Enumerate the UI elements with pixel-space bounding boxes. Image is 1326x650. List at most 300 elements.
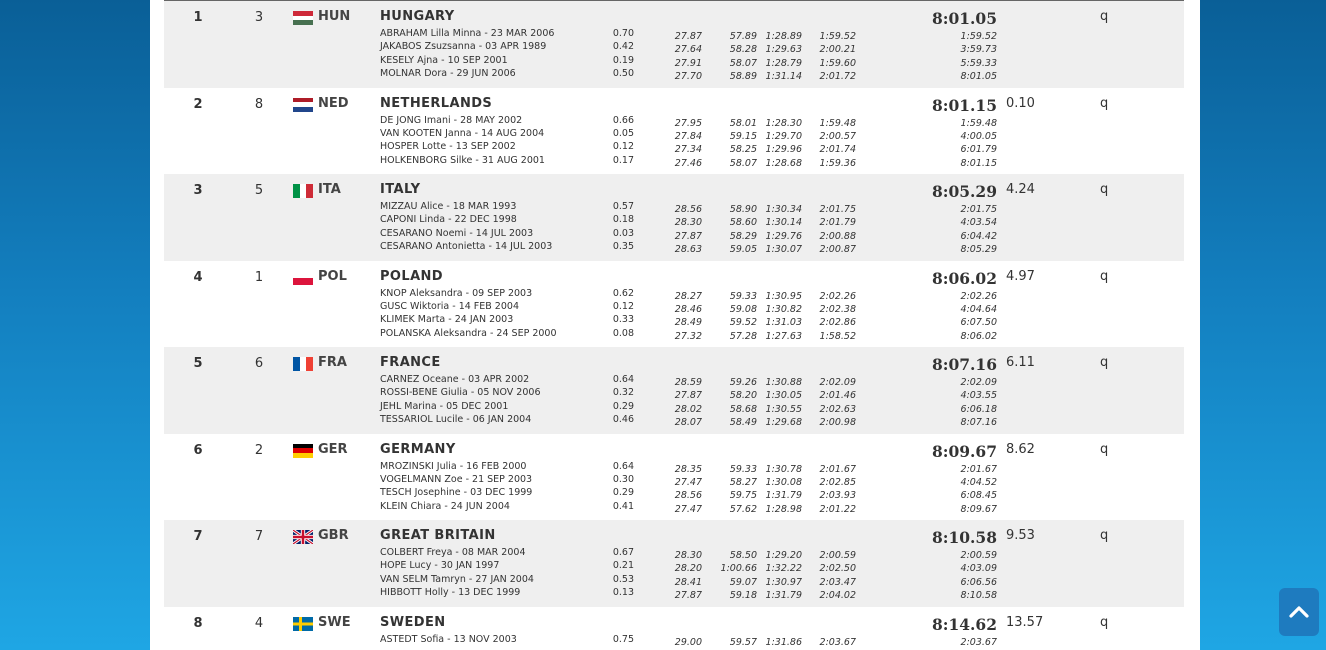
reaction-time: 0.64 xyxy=(612,374,634,385)
split-time: 58.60 xyxy=(729,217,757,229)
cumulative-time: 8:01.05 xyxy=(960,71,997,83)
reaction-time: 0.50 xyxy=(612,68,634,80)
split-row xyxy=(654,503,899,516)
reaction-time: 0.42 xyxy=(612,41,634,53)
reaction-time-list xyxy=(604,27,634,81)
reaction-time: 0.57 xyxy=(612,201,634,212)
qualification-mark: q xyxy=(1100,441,1109,457)
split-time: 1:31.79 xyxy=(765,490,802,502)
result-row[interactable] xyxy=(164,607,1184,650)
split-time: 59.57 xyxy=(729,636,757,648)
split-time: 1:27.63 xyxy=(765,330,802,342)
split-time: 28.63 xyxy=(674,244,702,256)
split-time: 2:01.74 xyxy=(819,144,856,156)
athlete-name[interactable]: ROSSI-BENE Giulia - 05 NOV 2006 xyxy=(380,387,541,399)
split-time: 1:28.30 xyxy=(765,117,802,129)
split-time: 27.87 xyxy=(674,31,702,42)
reaction-time-list xyxy=(604,200,634,254)
cumulative-time: 2:02.09 xyxy=(960,377,997,388)
country-flag-icon xyxy=(293,530,313,544)
split-time: 1:28.98 xyxy=(765,503,802,515)
split-row xyxy=(654,30,899,43)
cumulative-time: 4:03.55 xyxy=(960,390,997,402)
qualification-mark: q xyxy=(1100,182,1109,197)
split-time: 1:31.14 xyxy=(765,71,802,83)
reaction-time: 0.03 xyxy=(612,227,634,239)
country-flag-icon xyxy=(293,98,313,112)
athlete-list xyxy=(380,27,620,81)
country-code: HUN xyxy=(318,9,351,24)
qualification-mark: q xyxy=(1100,95,1109,111)
cumulative-time: 8:06.02 xyxy=(960,330,997,342)
athlete-name[interactable]: JAKABOS Zsuzsanna - 03 APR 1989 xyxy=(380,41,547,53)
reaction-time-list xyxy=(604,460,634,514)
split-time: 27.87 xyxy=(674,390,702,402)
split-time: 1:31.86 xyxy=(765,636,802,648)
results-panel xyxy=(150,0,1200,650)
athlete-name[interactable]: CESARANO Noemi - 14 JUL 2003 xyxy=(380,227,534,239)
split-time: 57.89 xyxy=(729,31,757,42)
split-time: 1:29.76 xyxy=(765,230,802,242)
time-behind: 4.24 xyxy=(1006,182,1035,197)
country-code: GER xyxy=(318,441,348,457)
split-time: 1:28.89 xyxy=(765,31,802,42)
split-time: 1:30.34 xyxy=(765,204,802,215)
reaction-time: 0.12 xyxy=(612,141,634,153)
split-time: 1:30.82 xyxy=(765,303,802,315)
split-row xyxy=(654,376,899,389)
split-times xyxy=(654,636,899,649)
split-time: 2:00.87 xyxy=(819,244,856,256)
split-time: 59.07 xyxy=(729,576,757,588)
split-time: 27.87 xyxy=(674,590,702,602)
split-time: 27.34 xyxy=(674,144,702,156)
split-row xyxy=(654,130,899,143)
split-time: 2:04.02 xyxy=(819,590,856,602)
split-row xyxy=(654,389,899,402)
athlete-name[interactable]: DE JONG Imani - 28 MAY 2002 xyxy=(380,114,523,126)
lane-cell: 4 xyxy=(254,615,264,631)
athlete-name[interactable]: CESARANO Antonietta - 14 JUL 2003 xyxy=(380,241,553,253)
result-row[interactable] xyxy=(164,261,1184,348)
athlete-list xyxy=(380,373,620,427)
split-time: 2:00.21 xyxy=(819,44,856,56)
athlete-name[interactable]: MOLNAR Dora - 29 JUN 2006 xyxy=(380,68,516,80)
athlete-name[interactable]: HOLKENBORG Silke - 31 AUG 2001 xyxy=(380,154,545,166)
result-row[interactable] xyxy=(164,434,1184,521)
split-time: 27.47 xyxy=(674,476,702,488)
split-time: 27.87 xyxy=(674,230,702,242)
split-time: 1:29.70 xyxy=(765,130,802,142)
split-time: 1:30.14 xyxy=(765,217,802,229)
split-row xyxy=(654,303,899,316)
cumulative-time: 8:09.67 xyxy=(960,503,997,515)
lane-cell: 8 xyxy=(254,96,264,112)
athlete-list xyxy=(380,633,620,646)
split-time: 59.18 xyxy=(729,590,757,602)
split-time: 58.28 xyxy=(729,44,757,56)
split-time: 58.68 xyxy=(729,403,757,415)
split-row xyxy=(654,636,899,649)
split-row xyxy=(654,243,899,256)
cumulative-time: 8:10.58 xyxy=(960,590,997,602)
cumulative-times xyxy=(924,549,997,603)
country-flag-icon xyxy=(293,11,313,25)
split-time: 1:59.52 xyxy=(819,31,856,42)
country-code: SWE xyxy=(318,614,351,630)
cumulative-time: 3:59.73 xyxy=(960,44,997,56)
athlete-list xyxy=(380,546,620,600)
result-row[interactable] xyxy=(164,1,1184,88)
reaction-time: 0.75 xyxy=(612,633,634,645)
athlete-name[interactable]: ASTEDT Sofia - 13 NOV 2003 xyxy=(380,633,517,645)
split-time: 58.20 xyxy=(729,390,757,402)
split-time: 58.01 xyxy=(729,117,757,129)
final-time: 8:10.58 xyxy=(931,528,997,547)
split-time: 2:00.59 xyxy=(819,550,856,561)
cumulative-time: 2:03.67 xyxy=(960,636,997,648)
split-time: 58.90 xyxy=(729,204,757,215)
split-time: 28.49 xyxy=(674,317,702,329)
time-behind: 9.53 xyxy=(1006,528,1035,543)
split-time: 2:01.79 xyxy=(819,217,856,229)
split-row xyxy=(654,216,899,229)
lane-cell: 2 xyxy=(254,442,264,458)
cumulative-time: 4:00.05 xyxy=(960,130,997,142)
reaction-time: 0.66 xyxy=(612,114,634,126)
reaction-time: 0.62 xyxy=(612,287,634,299)
cumulative-times xyxy=(924,117,997,171)
split-times xyxy=(654,117,899,171)
athlete-name[interactable]: VOGELMANN Zoe - 21 SEP 2003 xyxy=(380,473,533,485)
lane-cell: 5 xyxy=(254,183,264,198)
reaction-time: 0.32 xyxy=(612,387,634,399)
split-time: 58.07 xyxy=(729,57,757,69)
athlete-name[interactable]: HOSPER Lotte - 13 SEP 2002 xyxy=(380,141,516,153)
reaction-time: 0.17 xyxy=(612,154,634,166)
final-time: 8:07.16 xyxy=(931,355,997,374)
athlete-name[interactable]: GUSC Wiktoria - 14 FEB 2004 xyxy=(380,300,519,312)
split-row xyxy=(654,403,899,416)
country-flag-icon xyxy=(293,184,313,198)
split-time: 59.08 xyxy=(729,303,757,315)
cumulative-time: 8:05.29 xyxy=(960,244,997,256)
split-time: 1:29.96 xyxy=(765,144,802,156)
reaction-time: 0.19 xyxy=(612,54,634,66)
result-row[interactable] xyxy=(164,174,1184,261)
reaction-time: 0.05 xyxy=(612,127,634,139)
split-time: 27.95 xyxy=(674,117,702,129)
athlete-name[interactable]: JEHL Marina - 05 DEC 2001 xyxy=(380,400,509,412)
result-row[interactable] xyxy=(164,520,1184,607)
split-time: 2:00.57 xyxy=(819,130,856,142)
split-time: 1:59.60 xyxy=(819,57,856,69)
athlete-name[interactable]: VAN SELM Tamryn - 27 JAN 2004 xyxy=(380,573,534,585)
country-flag-icon xyxy=(293,271,313,285)
country-code: GBR xyxy=(318,528,349,543)
split-time: 2:02.50 xyxy=(819,563,856,575)
cumulative-times xyxy=(924,636,997,649)
qualification-mark: q xyxy=(1100,9,1109,24)
athlete-name[interactable]: MIZZAU Alice - 18 MAR 1993 xyxy=(380,201,517,212)
split-time: 1:30.05 xyxy=(765,390,802,402)
split-time: 1:29.20 xyxy=(765,550,802,561)
split-time: 1:28.79 xyxy=(765,57,802,69)
split-time: 59.05 xyxy=(729,244,757,256)
time-behind: 4.97 xyxy=(1006,268,1035,284)
reaction-time-list xyxy=(604,546,634,600)
split-time: 1:30.08 xyxy=(765,476,802,488)
qualification-mark: q xyxy=(1100,268,1109,284)
country-code: FRA xyxy=(318,355,347,370)
split-time: 28.30 xyxy=(674,550,702,561)
cumulative-times xyxy=(924,203,997,257)
country-flag-icon xyxy=(293,357,313,371)
time-behind: 6.11 xyxy=(1006,355,1035,370)
result-row[interactable] xyxy=(164,347,1184,434)
split-row xyxy=(654,70,899,83)
split-time: 2:02.26 xyxy=(819,290,856,302)
country-flag-icon xyxy=(293,617,313,631)
split-time: 2:02.85 xyxy=(819,476,856,488)
country-name[interactable]: GERMANY xyxy=(380,441,456,457)
split-row xyxy=(654,562,899,575)
split-time: 58.25 xyxy=(729,144,757,156)
split-time: 2:01.46 xyxy=(819,390,856,402)
athlete-name[interactable]: ABRAHAM Lilla Minna - 23 MAR 2006 xyxy=(380,28,555,39)
qualification-mark: q xyxy=(1100,528,1109,543)
athlete-list xyxy=(380,287,620,341)
athlete-name[interactable]: TESSARIOL Lucile - 06 JAN 2004 xyxy=(380,414,532,426)
athlete-name[interactable]: POLANSKA Aleksandra - 24 SEP 2000 xyxy=(380,327,557,339)
split-time: 28.46 xyxy=(674,303,702,315)
split-times xyxy=(654,290,899,344)
split-time: 27.32 xyxy=(674,330,702,342)
reaction-time: 0.35 xyxy=(612,241,634,253)
athlete-name[interactable]: KLEIN Chiara - 24 JUN 2004 xyxy=(380,500,510,512)
country-code: ITA xyxy=(318,182,341,197)
athlete-name[interactable]: HIBBOTT Holly - 13 DEC 1999 xyxy=(380,587,521,599)
split-time: 57.28 xyxy=(729,330,757,342)
reaction-time: 0.41 xyxy=(612,500,634,512)
split-time: 1:58.52 xyxy=(819,330,856,342)
split-time: 27.64 xyxy=(674,44,702,56)
split-row xyxy=(654,330,899,343)
split-time: 1:31.79 xyxy=(765,590,802,602)
cumulative-times xyxy=(924,30,997,84)
rank-cell: 1 xyxy=(193,10,203,25)
rank-cell: 5 xyxy=(193,356,203,371)
cumulative-time: 2:01.75 xyxy=(960,204,997,215)
split-time: 2:01.22 xyxy=(819,503,856,515)
split-time: 1:30.97 xyxy=(765,576,802,588)
split-time: 2:03.67 xyxy=(819,636,856,648)
country-code: POL xyxy=(318,268,347,284)
reaction-time-list xyxy=(604,373,634,427)
athlete-list xyxy=(380,200,620,254)
country-name[interactable]: POLAND xyxy=(380,268,443,284)
split-times xyxy=(654,549,899,603)
result-row[interactable] xyxy=(164,88,1184,175)
qualification-mark: q xyxy=(1100,355,1109,370)
split-row xyxy=(654,589,899,602)
athlete-name[interactable]: CARNEZ Oceane - 03 APR 2002 xyxy=(380,374,530,385)
time-behind: 8.62 xyxy=(1006,441,1035,457)
athlete-name[interactable]: KNOP Aleksandra - 09 SEP 2003 xyxy=(380,287,533,299)
final-time: 8:01.05 xyxy=(931,9,997,28)
split-times xyxy=(654,463,899,517)
qualification-mark: q xyxy=(1100,614,1109,630)
split-time: 1:59.48 xyxy=(819,117,856,129)
split-time: 28.59 xyxy=(674,377,702,388)
results-table xyxy=(164,0,1184,650)
split-time: 28.27 xyxy=(674,290,702,302)
country-name[interactable]: ITALY xyxy=(380,182,421,197)
cumulative-times xyxy=(924,376,997,430)
cumulative-time: 6:08.45 xyxy=(960,490,997,502)
athlete-name[interactable]: TESCH Josephine - 03 DEC 1999 xyxy=(380,487,533,499)
split-time: 2:02.63 xyxy=(819,403,856,415)
athlete-name[interactable]: KESELY Ajna - 10 SEP 2001 xyxy=(380,54,508,66)
cumulative-times xyxy=(924,463,997,517)
lane-cell: 1 xyxy=(254,269,264,285)
scroll-to-top-button[interactable] xyxy=(1279,588,1319,636)
split-time: 59.75 xyxy=(729,490,757,502)
split-time: 58.89 xyxy=(729,71,757,83)
split-time: 27.46 xyxy=(674,157,702,169)
cumulative-time: 4:03.54 xyxy=(960,217,997,229)
split-time: 59.33 xyxy=(729,463,757,475)
split-time: 1:00.66 xyxy=(720,563,757,575)
cumulative-time: 6:06.18 xyxy=(960,403,997,415)
cumulative-times xyxy=(924,290,997,344)
split-time: 1:28.68 xyxy=(765,157,802,169)
split-time: 29.00 xyxy=(674,636,702,648)
split-time: 1:30.95 xyxy=(765,290,802,302)
athlete-name[interactable]: COLBERT Freya - 08 MAR 2004 xyxy=(380,547,526,558)
split-time: 58.07 xyxy=(729,157,757,169)
split-time: 58.29 xyxy=(729,230,757,242)
cumulative-time: 6:01.79 xyxy=(960,144,997,156)
final-time: 8:09.67 xyxy=(931,441,997,461)
reaction-time: 0.08 xyxy=(612,327,634,339)
country-name[interactable]: GREAT BRITAIN xyxy=(380,528,496,543)
split-row xyxy=(654,290,899,303)
cumulative-time: 5:59.33 xyxy=(960,57,997,69)
final-time: 8:05.29 xyxy=(931,182,997,201)
split-time: 28.30 xyxy=(674,217,702,229)
reaction-time: 0.12 xyxy=(612,300,634,312)
split-time: 2:02.86 xyxy=(819,317,856,329)
split-time: 27.47 xyxy=(674,503,702,515)
lane-cell: 7 xyxy=(254,529,264,544)
split-time: 2:02.09 xyxy=(819,377,856,388)
reaction-time-list xyxy=(604,114,634,168)
split-time: 28.07 xyxy=(674,417,702,429)
final-time: 8:14.62 xyxy=(931,614,997,634)
athlete-name[interactable]: KLIMEK Marta - 24 JAN 2003 xyxy=(380,314,514,326)
athlete-name[interactable]: MROZINSKI Julia - 16 FEB 2000 xyxy=(380,460,527,472)
split-row xyxy=(654,43,899,56)
split-times xyxy=(654,203,899,257)
split-time: 1:30.55 xyxy=(765,403,802,415)
rank-cell: 2 xyxy=(193,96,203,112)
split-time: 28.41 xyxy=(674,576,702,588)
reaction-time: 0.70 xyxy=(612,28,634,39)
reaction-time: 0.64 xyxy=(612,460,634,472)
rank-cell: 7 xyxy=(193,529,203,544)
cumulative-time: 1:59.48 xyxy=(960,117,997,129)
split-row xyxy=(654,157,899,170)
split-time: 1:32.22 xyxy=(765,563,802,575)
split-time: 59.26 xyxy=(729,377,757,388)
country-name[interactable]: HUNGARY xyxy=(380,9,455,24)
split-row xyxy=(654,489,899,502)
rank-cell: 4 xyxy=(193,269,203,285)
reaction-time: 0.30 xyxy=(612,473,634,485)
split-time: 58.27 xyxy=(729,476,757,488)
time-behind: 0.10 xyxy=(1006,95,1035,111)
country-flag-icon xyxy=(293,444,313,458)
split-time: 2:01.72 xyxy=(819,71,856,83)
final-time: 8:06.02 xyxy=(931,268,997,288)
split-time: 1:30.78 xyxy=(765,463,802,475)
country-name[interactable]: SWEDEN xyxy=(380,614,446,630)
reaction-time: 0.46 xyxy=(612,414,634,426)
cumulative-time: 2:01.67 xyxy=(960,463,997,475)
split-time: 28.35 xyxy=(674,463,702,475)
reaction-time: 0.33 xyxy=(612,314,634,326)
athlete-name[interactable]: CAPONI Linda - 22 DEC 1998 xyxy=(380,214,517,226)
split-time: 59.52 xyxy=(729,317,757,329)
split-row xyxy=(654,549,899,562)
athlete-name[interactable]: HOPE Lucy - 30 JAN 1997 xyxy=(380,560,500,572)
split-time: 2:03.47 xyxy=(819,576,856,588)
country-name[interactable]: NETHERLANDS xyxy=(380,95,493,111)
split-row xyxy=(654,416,899,429)
cumulative-time: 4:03.09 xyxy=(960,563,997,575)
cumulative-time: 1:59.52 xyxy=(960,31,997,42)
split-time: 2:01.75 xyxy=(819,204,856,215)
reaction-time-list xyxy=(604,633,634,646)
split-time: 58.50 xyxy=(729,550,757,561)
rank-cell: 3 xyxy=(193,183,203,198)
rank-cell: 6 xyxy=(193,442,203,458)
split-time: 57.62 xyxy=(729,503,757,515)
split-time: 27.70 xyxy=(674,71,702,83)
athlete-list xyxy=(380,460,620,514)
split-times xyxy=(654,376,899,430)
time-behind: 13.57 xyxy=(1006,614,1044,630)
split-time: 27.91 xyxy=(674,57,702,69)
country-name[interactable]: FRANCE xyxy=(380,355,441,370)
split-time: 59.15 xyxy=(729,130,757,142)
reaction-time: 0.13 xyxy=(612,587,634,599)
split-row xyxy=(654,117,899,130)
split-time: 1:31.03 xyxy=(765,317,802,329)
split-time: 1:59.36 xyxy=(819,157,856,169)
reaction-time: 0.29 xyxy=(612,400,634,412)
split-time: 1:30.07 xyxy=(765,244,802,256)
split-time: 28.20 xyxy=(674,563,702,575)
split-row xyxy=(654,230,899,243)
split-time: 28.02 xyxy=(674,403,702,415)
athlete-name[interactable]: VAN KOOTEN Janna - 14 AUG 2004 xyxy=(380,127,545,139)
split-time: 2:03.93 xyxy=(819,490,856,502)
split-time: 2:01.67 xyxy=(819,463,856,475)
cumulative-time: 8:01.15 xyxy=(960,157,997,169)
split-time: 2:00.98 xyxy=(819,417,856,429)
